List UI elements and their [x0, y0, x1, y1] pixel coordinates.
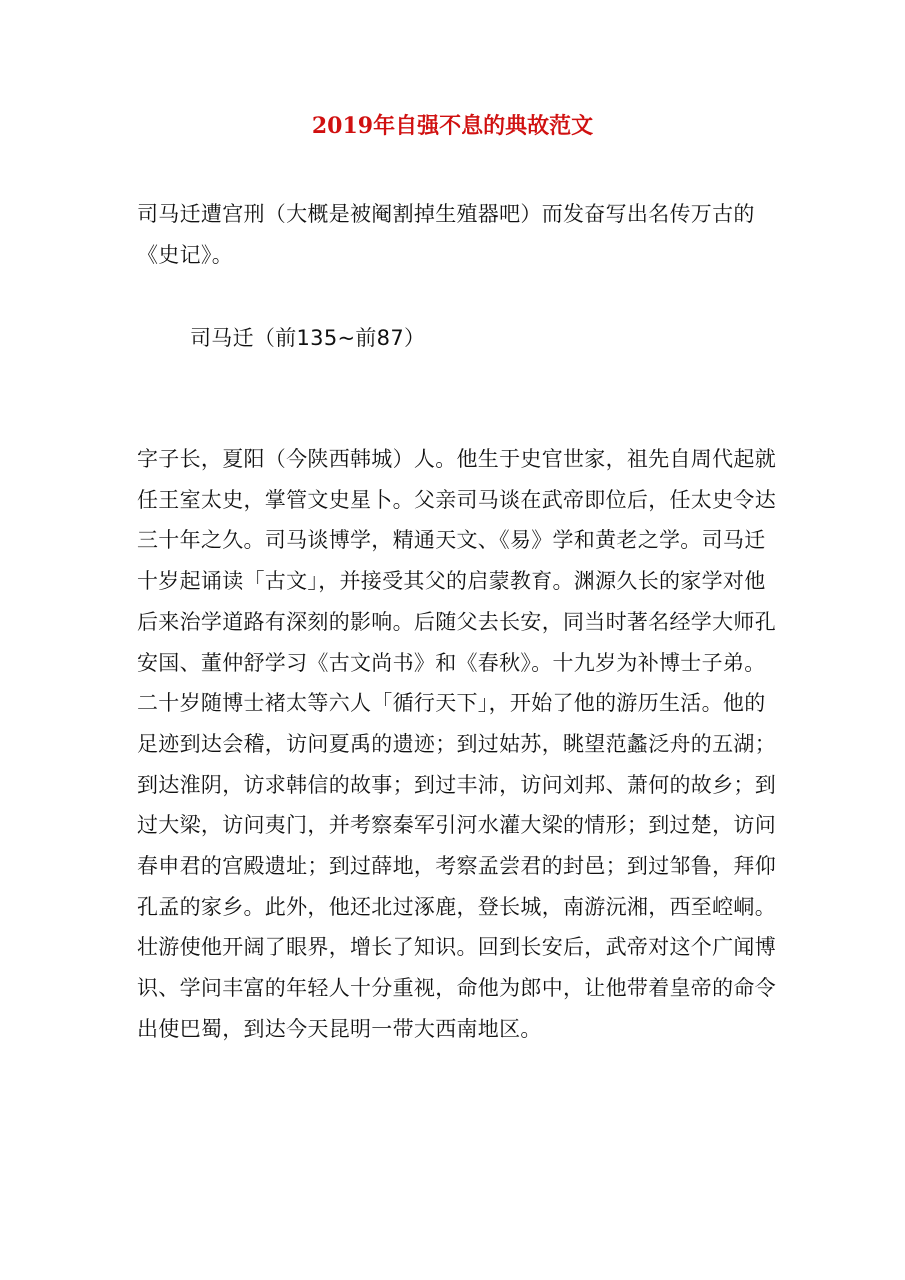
document-title: 2019年自强不息的典故范文: [311, 113, 594, 139]
intro-paragraph: 司马迁遭宫刑（大概是被阉割掉生殖器吧）而发奋写出名传万古的《史记》。: [137, 202, 755, 267]
body-paragraph: 字子长，夏阳（今陕西韩城）人。他生于史官世家，祖先自周代起就任王室太史，掌管文史星卜。父亲司马谈在武帝即位后，任太史令达三十年之久。司马谈博学，精通天文、《易》学和黄老之学。司马迁十岁起诵读「古文」，并接受其父的启蒙教育。渊源久长的家学对他后来治学道路有深刻的影响。后随父去长安，同当时著名经学大师孔安国、董仲舒学习《古文尚书》和《春秋》。十九岁为补博士子弟。二十岁随博士褚太等六人「循行天下」，开始了他的游历生活。他的足迹到达会稽，访问夏禹的遗迹；到过姑苏，眺望范蠡泛舟的五湖；到达淮阴，访求韩信的故事；到过丰沛，访问刘邦、萧何的故乡；到过大梁，访问夷门，并考察秦军引河水灌大梁的情形；到过楚，访问春申君的宫殿遗址；到过薛地，考察孟尝君的封邑；到过邹鲁，拜仰孔孟的家乡。此外，他还北过涿鹿，登长城，南游沅湘，西至崆峒。壮游使他开阔了眼界，增长了知识。回到长安后，武帝对这个广闻博识、学问丰富的年轻人十分重视，命他为郎中，让他带着皇帝的命令出使巴蜀，到达今天昆明一带大西南地区。: [137, 447, 776, 1041]
subheading: 司马迁（前135~前87）: [190, 326, 426, 350]
